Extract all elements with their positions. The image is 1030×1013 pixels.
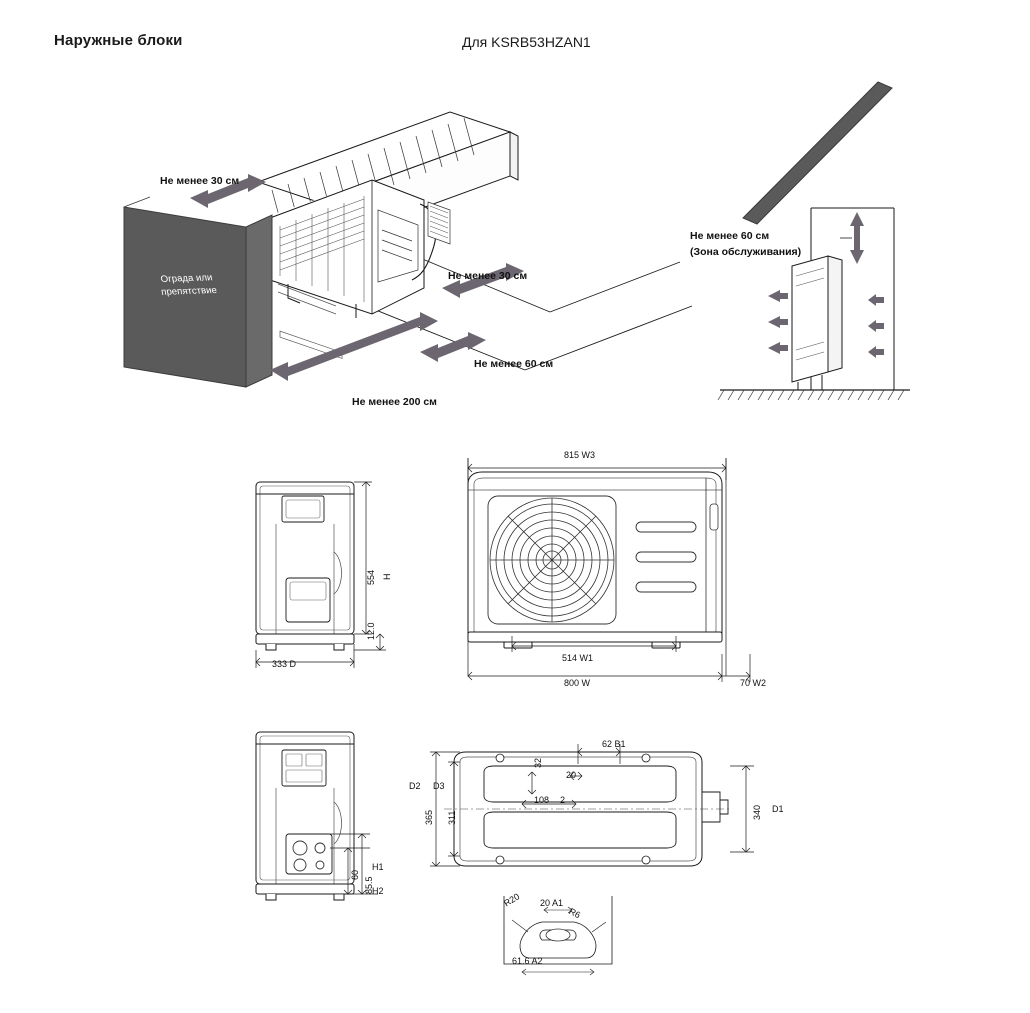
rear-view-h2: H2 xyxy=(372,886,384,896)
side-view-foot-value: 12.0 xyxy=(366,622,376,640)
clearance-label-bottom-left: Не менее 200 см xyxy=(352,396,437,408)
page-title: Наружные блоки xyxy=(54,32,183,49)
detail-r6: R6 xyxy=(567,906,583,921)
obstacle-label: Ограда или препятствие xyxy=(159,272,218,298)
detail-a2: 61.6 A2 xyxy=(512,956,543,966)
clearance-arrows xyxy=(120,70,690,430)
top-view-d1-value: 340 xyxy=(752,804,762,820)
top-view-b5: 2 xyxy=(560,795,566,805)
detail-r20: R20 xyxy=(502,891,522,909)
clearance-label-bottom-mid: Не менее 60 см xyxy=(474,358,554,370)
top-view-d3-label: D3 xyxy=(433,781,445,791)
front-view-w1: 514 W1 xyxy=(562,653,594,663)
clearance-label-right: Не менее 30 см xyxy=(448,270,528,282)
service-zone-label-line1: Не менее 60 см xyxy=(690,230,770,242)
top-view-b4: 108 xyxy=(534,795,550,805)
front-view-w3: 815 W3 xyxy=(564,450,596,460)
model-caption: Для KSRB53HZAN1 xyxy=(462,34,591,50)
detail-a1: 20 A1 xyxy=(540,898,564,908)
top-view-d2-value: 365 xyxy=(424,809,434,825)
service-zone-label-line2: (Зона обслуживания) xyxy=(690,246,802,258)
top-view-b2: 32 xyxy=(533,757,543,768)
top-view-b1: 62 B1 xyxy=(602,739,626,749)
top-view-d2-label: D2 xyxy=(409,781,421,791)
rear-view-v1: 60 xyxy=(350,869,360,880)
top-view-dimensions xyxy=(410,730,770,890)
top-view-d3-value: 311 xyxy=(447,810,457,825)
rear-view-h1: H1 xyxy=(372,862,384,872)
front-view-w2: 70 W2 xyxy=(740,678,767,688)
front-view-dimensions xyxy=(460,440,770,700)
rear-view-v2: 85.5 xyxy=(364,876,374,894)
side-view-depth-value: 333 D xyxy=(272,659,297,669)
clearance-label-top-left: Не менее 30 см xyxy=(160,175,240,187)
front-view-w: 800 W xyxy=(564,678,591,688)
side-view-height-value: 554 xyxy=(366,569,376,585)
side-view-height-label: H xyxy=(382,573,392,580)
top-view-d1-label: D1 xyxy=(772,804,784,814)
top-view-b3: 20 xyxy=(566,770,577,780)
